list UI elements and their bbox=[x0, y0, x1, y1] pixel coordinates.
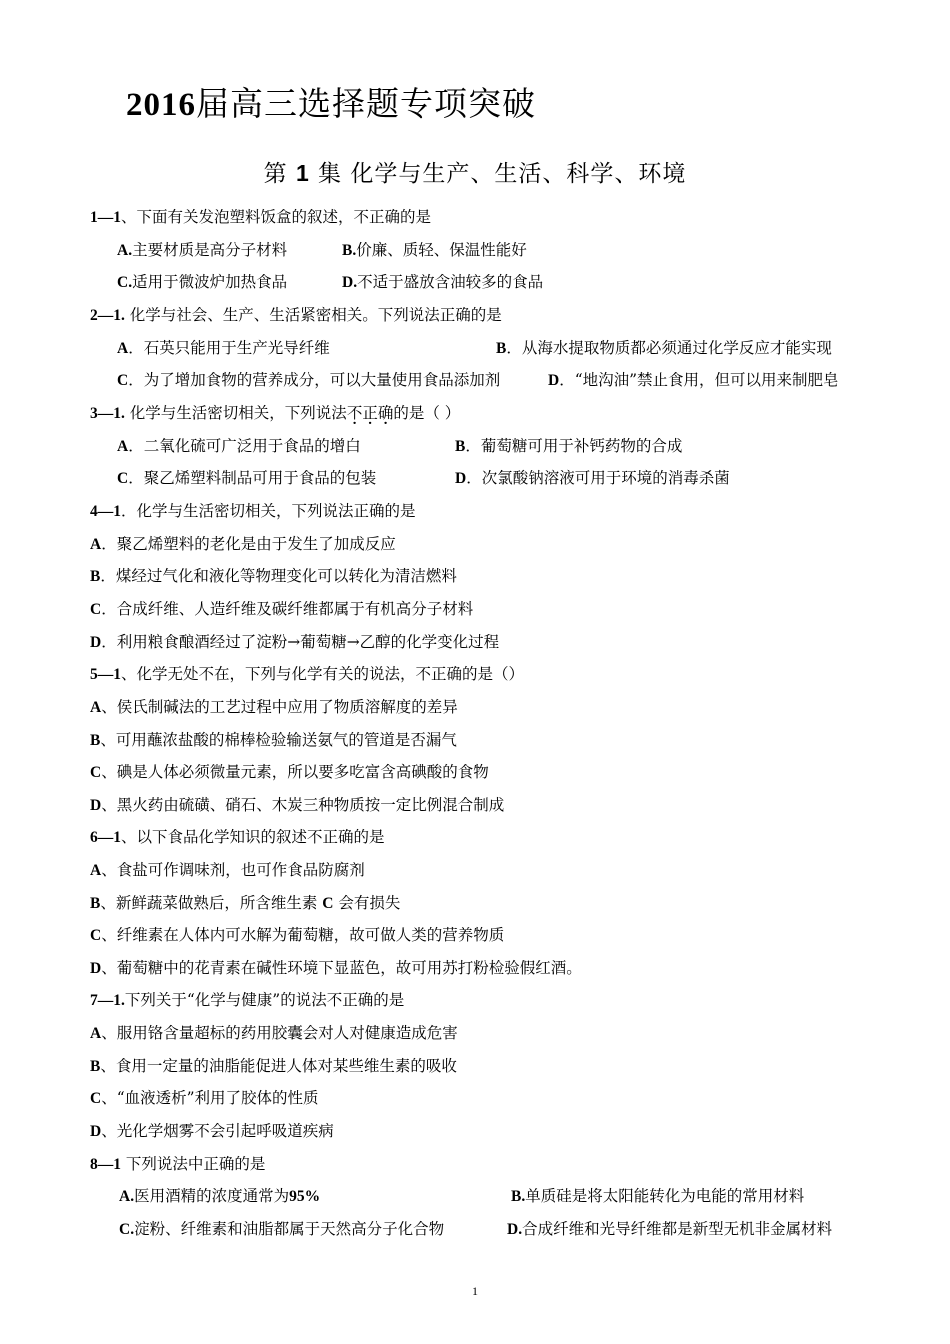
question-1-option-c: C.适用于微波炉加热食品 bbox=[117, 273, 288, 291]
question-2-option-b: B．从海水提取物质都必须通过化学反应才能实现 bbox=[496, 339, 832, 357]
document-title: 2016届高三选择题专项突破 bbox=[126, 84, 536, 123]
question-6-option-b: B、新鲜蔬菜做熟后，所含维生素 C 会有损失 bbox=[90, 894, 401, 912]
question-3-option-a: A．二氧化硫可广泛用于食品的增白 bbox=[117, 437, 361, 455]
question-8-option-a: A.医用酒精的浓度通常为95% bbox=[119, 1187, 321, 1205]
question-6-option-d: D、葡萄糖中的花青素在碱性环境下显蓝色，故可用苏打粉检验假红酒。 bbox=[90, 959, 582, 977]
question-3-option-d: D．次氯酸钠溶液可用于环境的消毒杀菌 bbox=[455, 469, 730, 487]
question-3-option-c: C．聚乙烯塑料制品可用于食品的包装 bbox=[117, 469, 377, 487]
question-1-option-a: A.主要材质是高分子材料 bbox=[117, 241, 288, 259]
question-4-option-a: A．聚乙烯塑料的老化是由于发生了加成反应 bbox=[90, 535, 396, 553]
question-1-option-d: D.不适于盛放含油较多的食品 bbox=[342, 273, 544, 291]
question-1-option-b: B.价廉、质轻、保温性能好 bbox=[342, 241, 527, 259]
question-7-option-c: C、“血液透析”利用了胶体的性质 bbox=[90, 1089, 319, 1107]
question-2-option-c: C．为了增加食物的营养成分，可以大量使用食品添加剂 bbox=[117, 371, 501, 389]
question-5-option-a: A、侯氏制碱法的工艺过程中应用了物质溶解度的差异 bbox=[90, 698, 458, 716]
question-2-option-d: D．“地沟油”禁止食用，但可以用来制肥皂 bbox=[548, 371, 839, 389]
question-8-option-b: B.单质硅是将太阳能转化为电能的常用材料 bbox=[511, 1187, 805, 1205]
chapter-heading: 第 1 集 化学与生产、生活、科学、环境 bbox=[263, 160, 687, 187]
question-3-stem: 3—1. 化学与生活密切相关，下列说法不正确的是（ ） bbox=[90, 404, 461, 422]
question-8-stem: 8—1 下列说法中正确的是 bbox=[90, 1155, 266, 1173]
question-2-option-a: A．石英只能用于生产光导纤维 bbox=[117, 339, 330, 357]
question-4-stem: 4—1．化学与生活密切相关，下列说法正确的是 bbox=[90, 502, 416, 520]
question-2-stem: 2—1. 化学与社会、生产、生活紧密相关。下列说法正确的是 bbox=[90, 306, 502, 324]
question-7-option-d: D、光化学烟雾不会引起呼吸道疾病 bbox=[90, 1122, 334, 1140]
question-3-option-b: B．葡萄糖可用于补钙药物的合成 bbox=[455, 437, 683, 455]
question-8-option-d: D.合成纤维和光导纤维都是新型无机非金属材料 bbox=[507, 1220, 833, 1238]
question-6-option-c: C、纤维素在人体内可水解为葡萄糖，故可做人类的营养物质 bbox=[90, 926, 505, 944]
question-7-option-a: A、服用铬含量超标的药用胶囊会对人对健康造成危害 bbox=[90, 1024, 458, 1042]
question-4-option-b: B．煤经过气化和液化等物理变化可以转化为清洁燃料 bbox=[90, 567, 457, 585]
question-7-stem: 7—1.下列关于“化学与健康”的说法不正确的是 bbox=[90, 991, 405, 1009]
question-8-option-c: C.淀粉、纤维素和油脂都属于天然高分子化合物 bbox=[119, 1220, 445, 1238]
question-1-stem: 1—1、下面有关发泡塑料饭盒的叙述，不正确的是 bbox=[90, 208, 432, 226]
question-6-option-a: A、食盐可作调味剂，也可作食品防腐剂 bbox=[90, 861, 365, 879]
question-6-stem: 6—1、以下食品化学知识的叙述不正确的是 bbox=[90, 828, 385, 846]
question-4-option-c: C．合成纤维、人造纤维及碳纤维都属于有机高分子材料 bbox=[90, 600, 474, 618]
question-4-option-d: D．利用粮食酿酒经过了淀粉→葡萄糖→乙醇的化学变化过程 bbox=[90, 633, 500, 651]
question-5-option-c: C、碘是人体必须微量元素，所以要多吃富含高碘酸的食物 bbox=[90, 763, 489, 781]
question-5-option-d: D、黑火药由硫磺、硝石、木炭三种物质按一定比例混合制成 bbox=[90, 796, 505, 814]
question-5-option-b: B、可用蘸浓盐酸的棉棒检验输送氨气的管道是否漏气 bbox=[90, 731, 457, 749]
question-7-option-b: B、食用一定量的油脂能促进人体对某些维生素的吸收 bbox=[90, 1057, 457, 1075]
page-number: 1 bbox=[472, 1284, 478, 1298]
question-5-stem: 5—1、化学无处不在，下列与化学有关的说法，不正确的是（） bbox=[90, 665, 525, 683]
